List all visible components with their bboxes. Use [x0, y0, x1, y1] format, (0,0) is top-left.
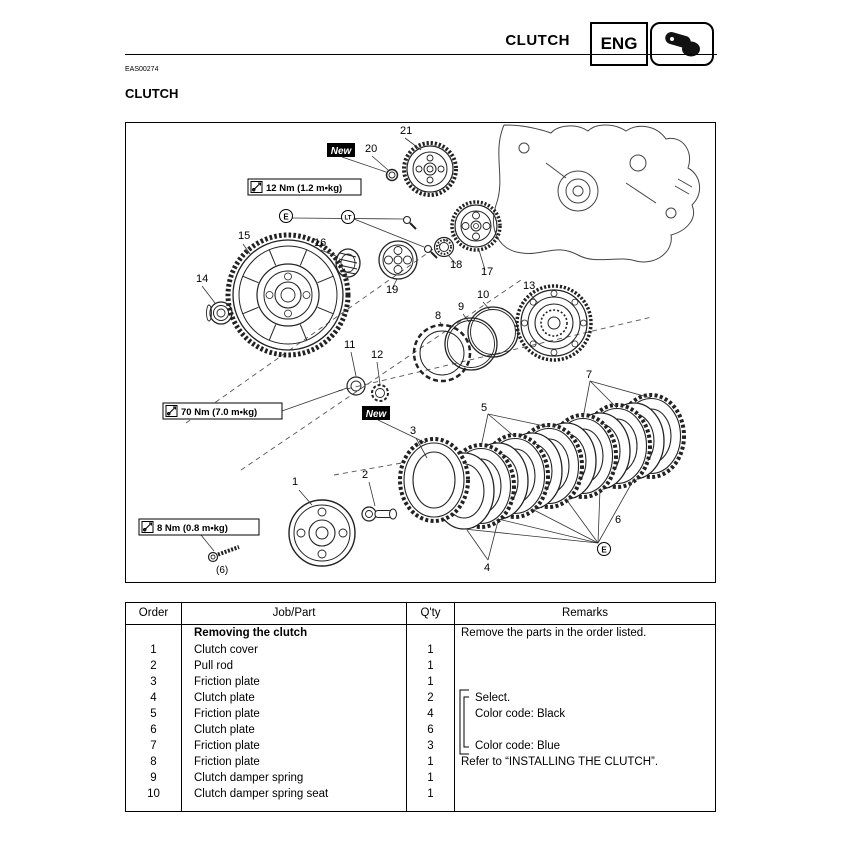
order-cell	[126, 625, 182, 642]
order-cell: 10	[126, 786, 182, 802]
qty-cell	[407, 625, 455, 642]
part-cell: Clutch plate	[182, 722, 407, 738]
table-row	[126, 674, 715, 690]
order-cell: 1	[126, 642, 182, 658]
bolt-drawing	[404, 217, 438, 259]
torque-12nm-label: 12 Nm (1.2 m•kg)	[266, 183, 343, 194]
part-cell: Clutch damper spring seat	[182, 786, 407, 802]
torque-8nm-label: 8 Nm (0.8 m•kg)	[157, 523, 228, 534]
damper-plate-19-drawing	[379, 241, 417, 279]
remark-cell	[455, 786, 715, 802]
remark-cell	[455, 658, 715, 674]
new-tag-mid	[362, 406, 390, 420]
remark-cell: Select.	[475, 692, 511, 704]
engine-icon	[650, 22, 714, 66]
part-label-15: 15	[238, 230, 251, 242]
exploded-diagram	[125, 122, 716, 583]
pull-rod-2-drawing	[362, 507, 397, 521]
part-cell: Clutch plate	[182, 690, 407, 706]
qty-cell: 1	[407, 786, 455, 802]
marker-e-top	[280, 210, 293, 223]
part-label-19: 19	[386, 284, 399, 296]
qty-cell: 6	[407, 722, 455, 738]
page-title: CLUTCH	[125, 86, 179, 101]
qty-cell: 3	[407, 738, 455, 754]
part-label-10: 10	[477, 289, 490, 301]
part-cell: Removing the clutch	[182, 625, 407, 642]
part-label-4: 4	[484, 562, 491, 574]
table-row	[126, 786, 715, 802]
torque-70nm-label: 70 Nm (7.0 m•kg)	[181, 407, 258, 418]
page-section-title: CLUTCH	[505, 32, 570, 49]
part-label-12: 12	[371, 349, 384, 361]
qty-cell: 1	[407, 770, 455, 786]
order-cell: 6	[126, 722, 182, 738]
part-label-21: 21	[400, 125, 413, 137]
clutch-housing-15-drawing	[228, 235, 348, 355]
order-cell: 5	[126, 706, 182, 722]
svg-text:LT: LT	[344, 215, 352, 222]
part-label-17: 17	[481, 266, 494, 278]
part-label-3: 3	[410, 425, 417, 437]
marker-lt	[342, 211, 355, 224]
table-header-order: Order	[126, 603, 182, 624]
part-label-13: 13	[523, 280, 536, 292]
screw-6x-drawing	[209, 547, 240, 562]
part-label-20: 20	[365, 143, 378, 155]
doc-code: EAS00274	[125, 66, 159, 73]
order-cell: 4	[126, 690, 182, 706]
torque-callout-12nm	[248, 179, 361, 195]
part-label-14: 14	[196, 273, 209, 285]
table-header-qty: Q'ty	[407, 603, 455, 624]
table-header-jobpart: Job/Part	[182, 603, 407, 624]
remark-cell	[455, 770, 715, 786]
part-label-5: 5	[481, 402, 488, 414]
remark-cell: Remove the parts in the order listed.	[461, 627, 647, 639]
qty-cell: 1	[407, 658, 455, 674]
table-row	[126, 658, 715, 674]
remark-cell	[455, 722, 715, 738]
part-label-9: 9	[458, 301, 465, 313]
table-row	[126, 754, 715, 770]
part-cell: Friction plate	[182, 706, 407, 722]
lang-code-box	[590, 22, 648, 66]
gear-21-drawing	[404, 143, 456, 195]
part-cell: Friction plate	[182, 738, 407, 754]
wrench-icon	[142, 522, 153, 533]
qty-cell: 1	[407, 754, 455, 770]
part-label-2: 2	[362, 469, 369, 481]
clutch-boss-13-drawing	[517, 286, 591, 360]
gear-17-drawing	[452, 202, 500, 250]
new-tag-top	[327, 143, 355, 157]
ring-10-drawing	[468, 307, 518, 357]
table-row	[126, 738, 715, 754]
part-cell: Pull rod	[182, 658, 407, 674]
remark-cell: Refer to “INSTALLING THE CLUTCH”.	[461, 756, 659, 768]
table-filler-row	[126, 802, 715, 811]
order-cell: 2	[126, 658, 182, 674]
part-cell: Clutch damper spring	[182, 770, 407, 786]
part-label-6: 6	[615, 514, 622, 526]
bolt-count-label: (6)	[216, 565, 229, 576]
table-section-row	[126, 625, 715, 642]
part-cell: Friction plate	[182, 754, 407, 770]
table-header-row	[126, 603, 715, 625]
remark-cell	[455, 674, 715, 690]
table-row	[126, 690, 715, 706]
torque-callout-70nm	[163, 403, 282, 419]
friction-plate-3-drawing	[400, 439, 468, 521]
part-label-7: 7	[586, 369, 593, 381]
part-cell: Clutch cover	[182, 642, 407, 658]
qty-cell: 2	[407, 690, 455, 706]
table-row	[126, 722, 715, 738]
plate-stack	[434, 395, 684, 529]
order-cell: 8	[126, 754, 182, 770]
part-label-11: 11	[344, 339, 356, 351]
part-label-8: 8	[435, 310, 442, 322]
qty-cell: 1	[407, 674, 455, 690]
wrench-icon	[251, 182, 262, 193]
bearing-18-drawing	[435, 238, 454, 257]
parts-table	[125, 602, 716, 812]
marker-e-bottom	[598, 543, 611, 556]
nut-12-drawing	[372, 385, 388, 401]
remarks-group-bracket	[458, 689, 470, 755]
circlip-20-drawing	[387, 170, 398, 181]
table-row	[126, 770, 715, 786]
header-divider	[125, 54, 717, 55]
order-cell: 7	[126, 738, 182, 754]
table-row	[126, 642, 715, 658]
new-tag-label: New	[365, 409, 387, 420]
order-cell: 3	[126, 674, 182, 690]
torque-callout-8nm	[139, 519, 259, 535]
new-tag-label: New	[330, 146, 352, 157]
part-cell: Friction plate	[182, 674, 407, 690]
svg-text:E: E	[283, 212, 289, 222]
spacer-14-drawing	[207, 302, 233, 324]
pressure-plate-1-drawing	[289, 500, 355, 566]
part-label-1: 1	[292, 476, 299, 488]
table-header-remarks: Remarks	[561, 607, 608, 619]
lang-code-label: ENG	[600, 34, 638, 53]
qty-cell: 4	[407, 706, 455, 722]
order-cell: 9	[126, 770, 182, 786]
wrench-icon	[166, 406, 177, 417]
part-label-18: 18	[450, 259, 463, 271]
part-label-16: 16	[314, 237, 327, 249]
table-row	[126, 706, 715, 722]
crankcase-outline	[494, 125, 700, 262]
remark-cell: Color code: Blue	[475, 740, 561, 752]
svg-text:E: E	[601, 545, 607, 555]
qty-cell: 1	[407, 642, 455, 658]
remark-cell: Color code: Black	[475, 708, 566, 720]
remark-cell	[455, 642, 715, 658]
